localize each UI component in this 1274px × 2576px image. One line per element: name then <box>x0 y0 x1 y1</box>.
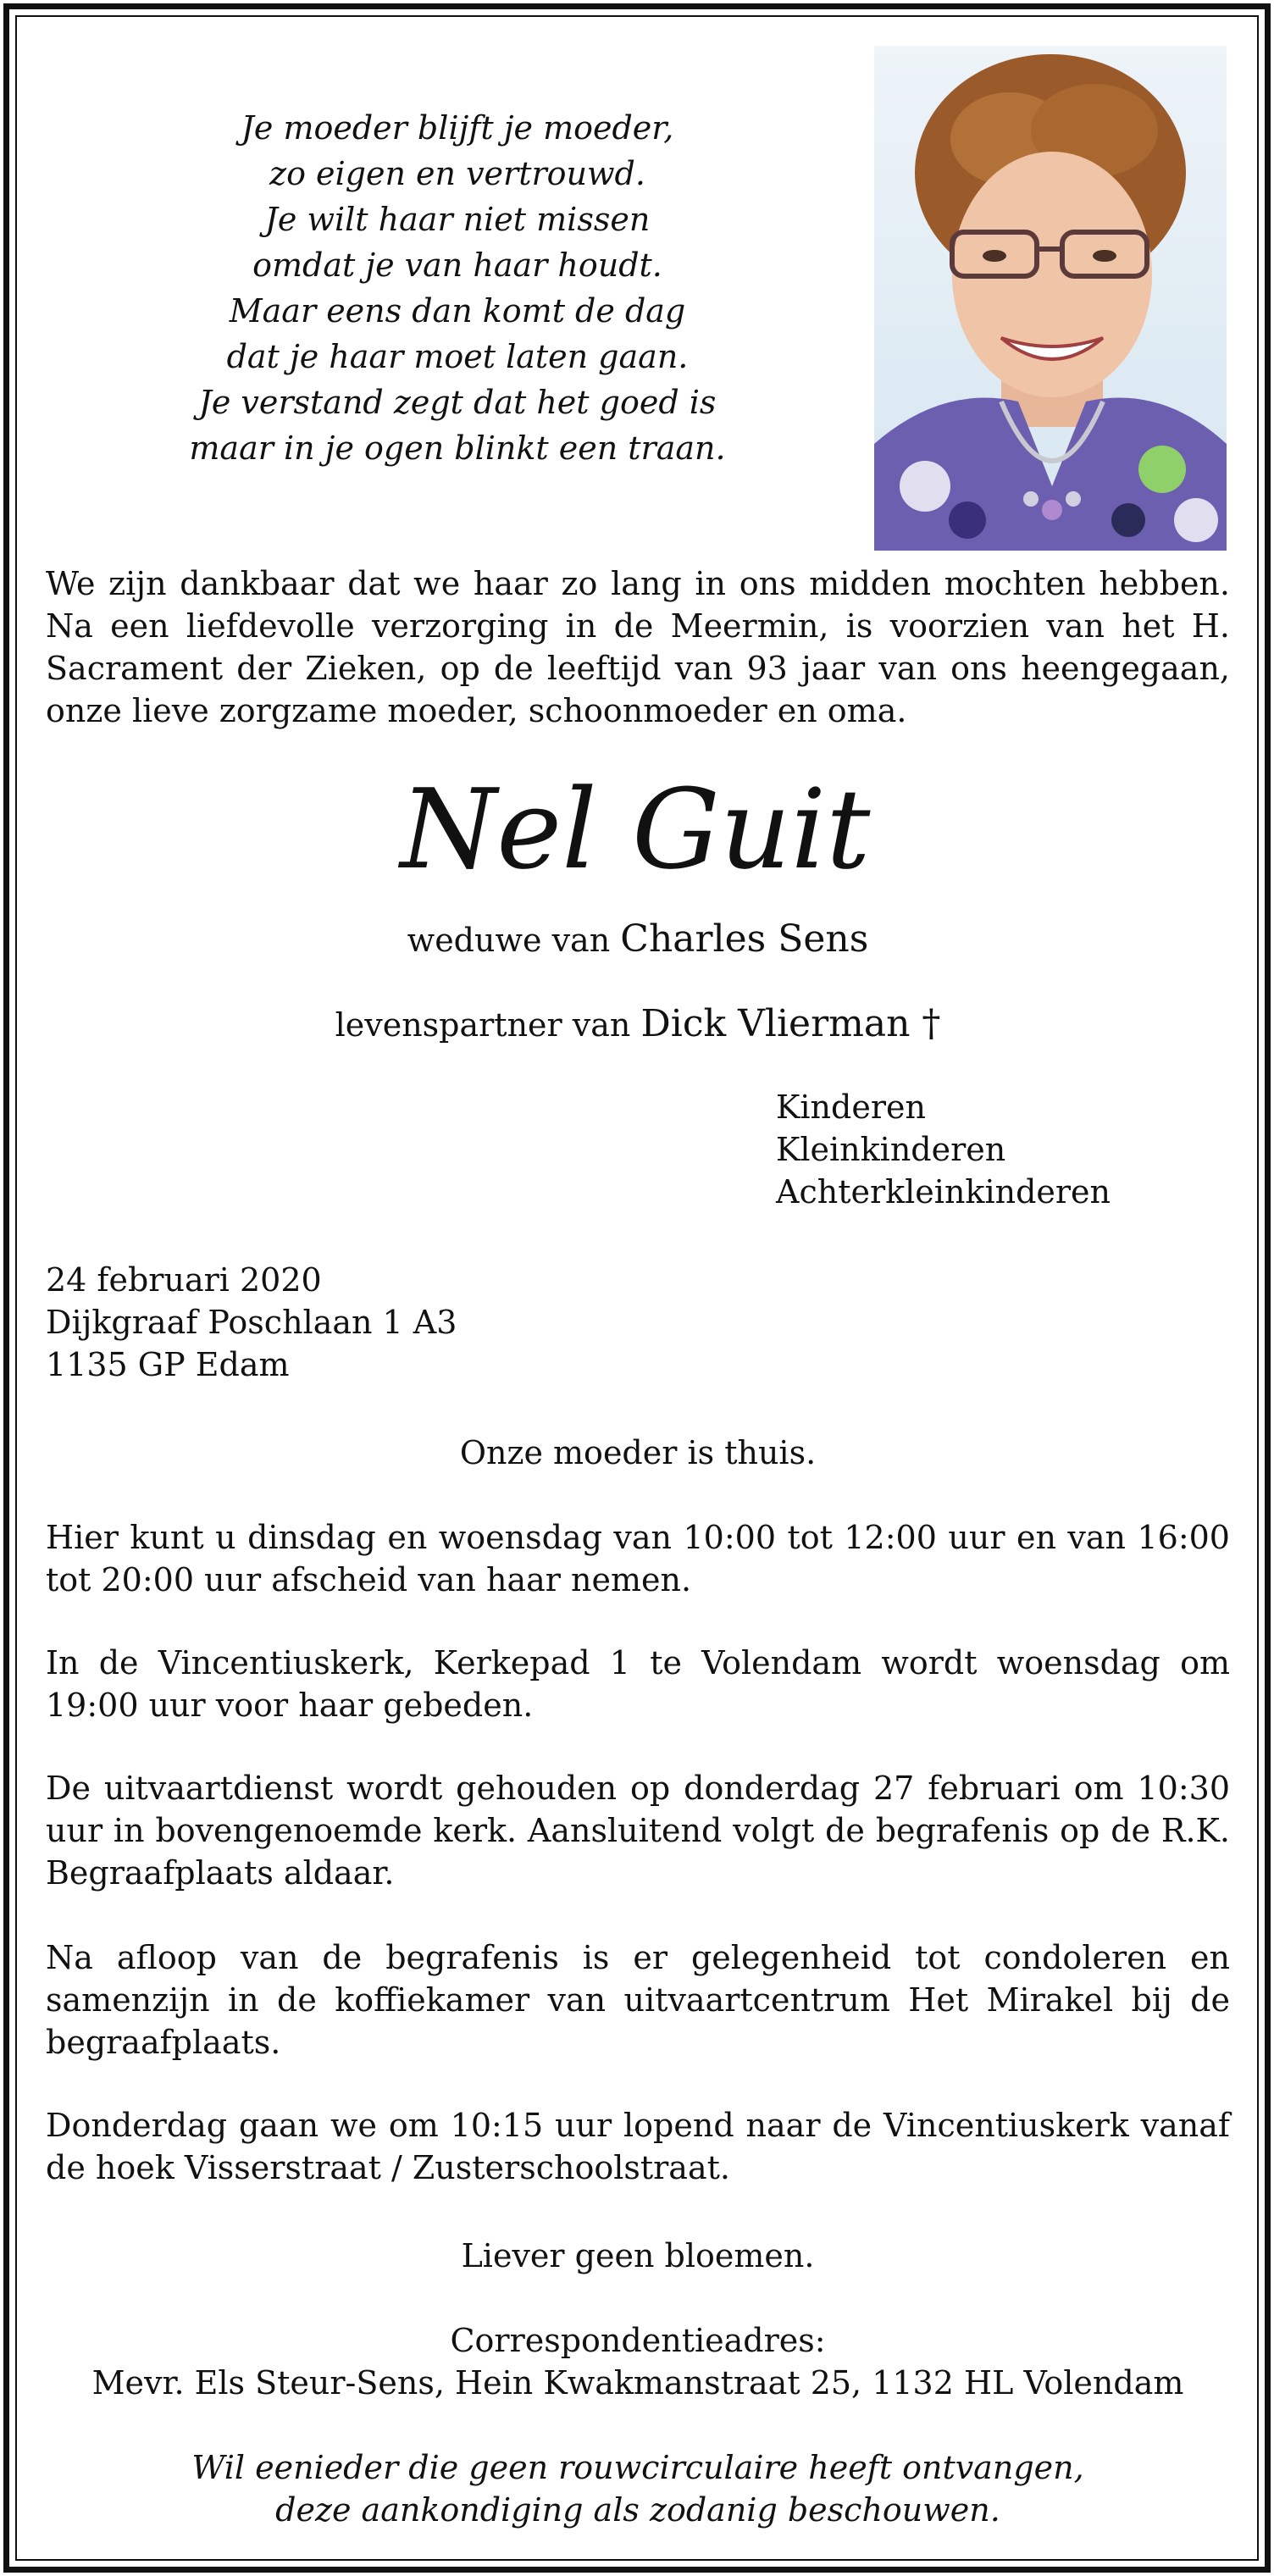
visiting-paragraph: Hier kunt u dinsdag en woensdag van 10:00 tot 12:00 uur en van 16:00 tot 20:00 uur afscheid van haar nemen. <box>46 1519 1230 1598</box>
family-item: Kinderen <box>776 1089 926 1126</box>
condolence-paragraph: Na afloop van de begrafenis is er gelegenheid tot condoleren en samenzijn in de koffiekamer van uitvaartcentrum Het Mirakel bij de begraafplaats. <box>46 1939 1230 2061</box>
poem-line: maar in je ogen blinkt een traan. <box>189 429 726 467</box>
date-address <box>46 1259 457 1386</box>
flowers-line: Liever geen bloemen. <box>461 2237 815 2274</box>
poem <box>127 105 788 471</box>
date: 24 februari 2020 <box>46 1261 322 1299</box>
deceased-name <box>339 749 932 918</box>
widow-line <box>46 918 1230 961</box>
partner-line <box>46 1003 1230 1046</box>
partner-name: Dick Vlierman † <box>640 1002 941 1045</box>
closing-line: Wil eenieder die geen rouwcirculaire heeft ontvangen, <box>191 2449 1084 2486</box>
street: Dijkgraaf Poschlaan 1 A3 <box>46 1304 457 1341</box>
family-item: Achterkleinkinderen <box>776 1173 1111 1210</box>
closing-line: deze aankondiging als zodanig beschouwen. <box>275 2491 1000 2529</box>
prayer-paragraph: In de Vincentiuskerk, Kerkepad 1 te Volendam wordt woensdag om 19:00 uur voor haar gebeden. <box>46 1644 1230 1724</box>
portrait-photo <box>874 46 1227 551</box>
poem-line: zo eigen en vertrouwd. <box>269 155 645 192</box>
walk-paragraph: Donderdag gaan we om 10:15 uur lopend naar de Vincentiuskerk vanaf de hoek Visserstraat / Zusterschoolstraat. <box>46 2107 1230 2186</box>
service-paragraph: De uitvaartdienst wordt gehouden op donderdag 27 februari om 10:30 uur in bovengenoemde kerk. Aansluitend volgt de begrafenis op de R.K. Begraafplaats aldaar. <box>46 1770 1230 1892</box>
widow-name: Charles Sens <box>620 917 869 961</box>
family-list <box>776 1086 1111 1213</box>
poem-line: Maar eens dan komt de dag <box>229 292 686 330</box>
poem-line: Je verstand zegt dat het goed is <box>198 384 717 421</box>
correspondence-label: Correspondentieadres: <box>450 2322 826 2359</box>
poem-line: omdat je van haar houdt. <box>252 247 662 284</box>
home-line: Onze moeder is thuis. <box>459 1434 817 1471</box>
deceased-name-text: Nel Guit <box>400 765 871 894</box>
partner-prefix: levenspartner van <box>335 1006 631 1044</box>
poem-line: Je wilt haar niet missen <box>264 201 651 238</box>
poem-line: dat je haar moet laten gaan. <box>226 338 689 375</box>
family-item: Kleinkinderen <box>776 1131 1006 1168</box>
widow-prefix: weduwe van <box>407 922 611 959</box>
intro-paragraph: We zijn dankbaar dat we haar zo lang in ons midden mochten hebben. Na een liefdevolle verzorging in de Meermin, is voorzien van het H. Sacrament der Zieken, op de leeftijd van 93 jaar van ons heengegaan, onze lieve zorgzame moeder, schoonmoeder en oma. <box>46 565 1230 729</box>
postal-city: 1135 GP Edam <box>46 1346 290 1383</box>
correspondence-address: Mevr. Els Steur-Sens, Hein Kwakmanstraat 25, 1132 HL Volendam <box>91 2364 1184 2401</box>
poem-line: Je moeder blijft je moeder, <box>241 109 674 147</box>
